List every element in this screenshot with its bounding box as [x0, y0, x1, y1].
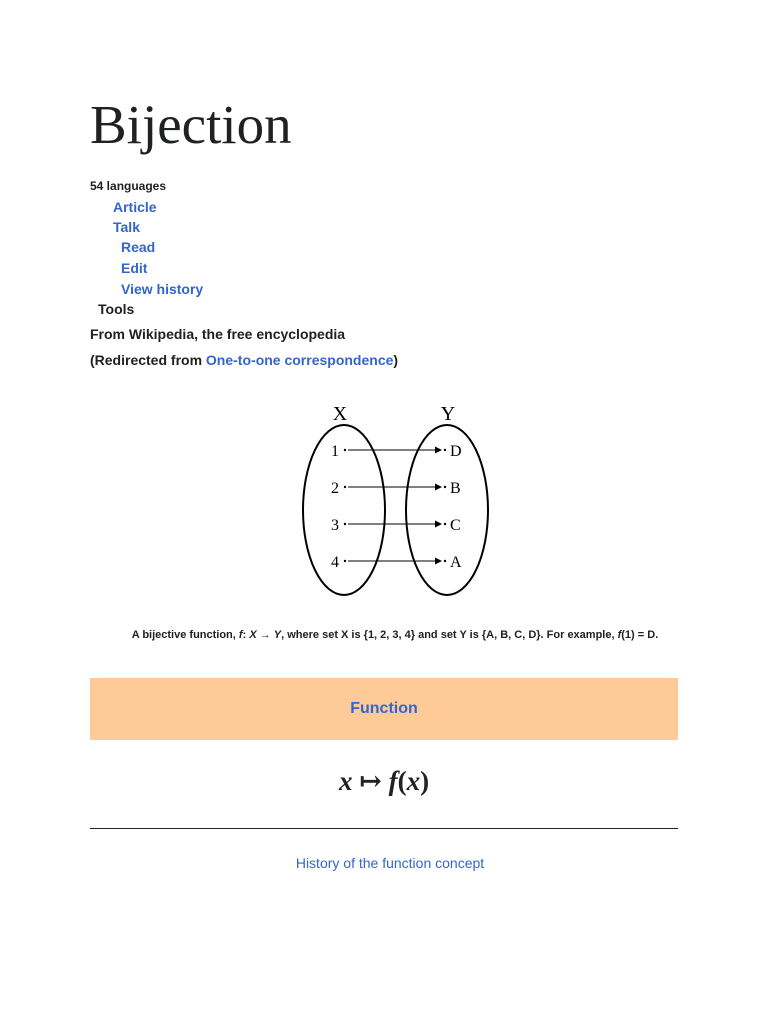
domain-label: X	[332, 403, 348, 425]
infobox-divider	[90, 828, 678, 829]
tab-article[interactable]: Article	[113, 199, 157, 215]
domain-element: 3	[331, 517, 339, 534]
domain-element: 1	[331, 443, 339, 460]
infobox-header	[90, 678, 678, 740]
bijection-diagram[interactable]	[295, 398, 495, 603]
language-selector[interactable]: 54 languages	[90, 179, 167, 193]
domain-element: 2	[331, 480, 339, 497]
tab-read[interactable]: Read	[121, 239, 156, 255]
tools-menu[interactable]: Tools	[98, 301, 135, 317]
redirect-prefix: (Redirected from	[90, 352, 206, 368]
codomain-element: B	[450, 480, 461, 497]
codomain-element: C	[450, 517, 461, 534]
tab-edit[interactable]: Edit	[121, 260, 148, 276]
redirect-link[interactable]: One-to-one correspondence	[205, 352, 394, 368]
page-title: Bijection	[90, 94, 292, 155]
function-formula: x ↦ f(x)	[338, 766, 430, 796]
codomain-element: D	[450, 443, 462, 460]
codomain-element: A	[450, 554, 462, 571]
redirect-notice	[90, 351, 398, 369]
tab-talk[interactable]: Talk	[113, 219, 140, 235]
figure-caption: A bijective function, f: X → Y, where set X is {1, 2, 3, 4} and set Y is {A, B, C, D}. For example, f(1) = D.	[131, 629, 659, 641]
site-tagline: From Wikipedia, the free encyclopedia	[90, 326, 346, 342]
history-of-function-link[interactable]: History of the function concept	[295, 855, 485, 871]
infobox-function-link[interactable]: Function	[350, 700, 418, 717]
codomain-label: Y	[440, 403, 456, 425]
redirect-suffix: )	[393, 352, 399, 368]
tab-view-history[interactable]: View history	[121, 281, 204, 297]
domain-element: 4	[331, 554, 339, 571]
